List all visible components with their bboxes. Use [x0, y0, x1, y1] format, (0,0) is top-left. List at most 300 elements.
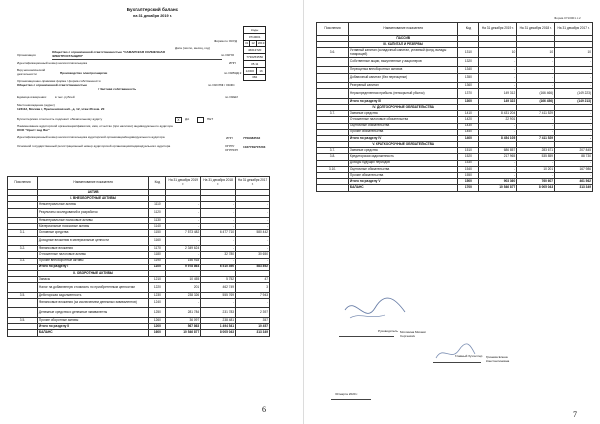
form-label: Организационно-правовая форма / форма собственности [17, 79, 101, 83]
cell-v2018: - [517, 67, 555, 73]
cell-note [8, 308, 38, 318]
unit-label: Единица измерения: [17, 95, 47, 99]
cell-name: Заемные средства [348, 148, 458, 154]
audit-no-label: НЕТ [207, 117, 214, 121]
cell-v2019: 903 360 [479, 179, 517, 185]
cell-code: 1260 [149, 317, 166, 323]
cell-code: 1340 [458, 67, 479, 73]
col-2019-r: На 31 декабря 2019 г. [479, 23, 517, 36]
cell-code: 1430 [458, 123, 479, 129]
cell-code: 1170 [149, 246, 166, 252]
cell-name: Дебиторская задолженность [37, 292, 148, 298]
cell-v2017: - [555, 160, 593, 166]
cell-code: 1220 [149, 283, 166, 293]
cell-v2019: 8 431 204 [479, 111, 517, 117]
cell-name: Основные средства [37, 230, 148, 236]
codes-table [243, 26, 266, 81]
cell-v2018: 7 411 529 [517, 111, 555, 117]
cell-name: Прочие внеоборотные активы [37, 258, 148, 264]
cell-v2018: (166 466) [517, 89, 555, 99]
cell-v2019: 149 312 [479, 89, 517, 99]
cell-v2018: 283 671 [517, 148, 555, 154]
cell-code: 1190 [149, 258, 166, 264]
cell-v2017: 10 [555, 48, 593, 58]
cell-v2019: 686 857 [479, 148, 517, 154]
cell-v2018: 10 201 [517, 166, 555, 172]
balance-date: на 31 декабря 2019 г. [133, 14, 172, 18]
cell-name: Добавочный капитал (без переоценки) [348, 73, 458, 83]
cell-v2019: 10 [479, 48, 517, 58]
cell-code: 1100 [149, 264, 166, 270]
cell-code: 1180 [149, 252, 166, 258]
cell-code: 1140 [149, 224, 166, 230]
cell-name: Собственные акции, выкупленные у акционеров [348, 57, 458, 67]
cell-note: 3.8. [317, 154, 349, 160]
cell-code: 1700 [458, 185, 479, 191]
table-row [317, 73, 593, 83]
cell-v2017: - [555, 173, 593, 179]
okud-label: Форма по ОКУД [214, 39, 237, 43]
cell-v2018: 6 510 490 [201, 264, 236, 270]
cell-v2019: - [479, 160, 517, 166]
section-passive: ПАССИВ [348, 36, 458, 42]
cell-v2017: (149 213) [555, 98, 593, 104]
inn-code: 7730253550 [244, 54, 266, 61]
cell-v2018: - [201, 224, 236, 230]
page-number-left: 6 [262, 405, 266, 414]
okpo-code: 46613720 [244, 47, 266, 54]
cell-v2017: - [555, 73, 593, 83]
cell-v2019: 217 965 [479, 154, 517, 160]
cell-name: Прочие обязательства [348, 173, 458, 179]
cell-note: 3.3. [8, 258, 38, 264]
okopf-code: 12300 [244, 67, 257, 74]
cell-v2017: 30 650 [236, 252, 270, 258]
table-row [317, 185, 593, 191]
section-longterm: IV. ДОЛГОСРОЧНЫЕ ОБЯЗАТЕЛЬСТВА [348, 104, 458, 110]
cell-code: 1450 [458, 129, 479, 135]
signature-stamp [340, 290, 410, 330]
ogrn-label: ОГРН/ ОГРНИП [225, 144, 238, 152]
right-page [305, 0, 600, 424]
cell-code: 1540 [458, 166, 479, 172]
cell-v2019: 22 901 [479, 117, 517, 123]
cell-v2017: - [555, 123, 593, 129]
table-row [8, 208, 270, 218]
cell-v2017: - [236, 258, 270, 264]
cell-v2018: - [201, 218, 236, 224]
cell-v2017: - [236, 224, 270, 230]
okved-label: по ОКВЭД 2 [224, 71, 242, 75]
cell-code: 1410 [458, 111, 479, 117]
cell-v2019: - [479, 173, 517, 179]
okved-code: 35.11 [244, 60, 266, 67]
table-row [8, 236, 270, 246]
auditor-name: ООО "Эрнст энд Янг" [17, 128, 50, 132]
cell-name: Прочие оборотные активы [37, 317, 148, 323]
cell-v2018: - [517, 129, 555, 135]
cell-v2017: - [236, 202, 270, 208]
cell-code: 1520 [458, 154, 479, 160]
sign1-role: Руководитель [378, 329, 398, 333]
sign1-name: Мотовина Михаил Сергеевич [400, 330, 427, 338]
section-active: АКТИВ [37, 190, 148, 196]
cell-note: 3.2. [8, 246, 38, 252]
cell-v2018: 760 607 [517, 179, 555, 185]
cell-name: Нематериальные активы [37, 202, 148, 208]
cell-v2017: 207 845 [555, 148, 593, 154]
cell-v2019: - [479, 83, 517, 89]
auditor-inn-label: ИНН [226, 136, 233, 140]
cell-v2017: - [236, 236, 270, 246]
cell-note [317, 89, 349, 99]
col-2018: На 31 декабря 2018 г. [201, 177, 236, 190]
cell-v2018: 535 859 [517, 154, 555, 160]
cell-v2018: 238 481 [201, 317, 236, 323]
cell-v2019: - [479, 67, 517, 73]
cell-v2017: 313 349 [236, 330, 270, 336]
cell-code: 1370 [458, 89, 479, 99]
audit-yes-label: ДА [185, 117, 190, 121]
cell-code: 1230 [149, 292, 166, 298]
cell-v2019: - [479, 57, 517, 67]
cell-v2019: - [166, 236, 201, 246]
date-day: 31 [245, 41, 249, 46]
okopf-label: по ОКОПФ / ОКФС [208, 83, 235, 87]
cell-note [8, 236, 38, 246]
cell-v2017: - [236, 208, 270, 218]
cell-code: 1400 [458, 135, 479, 141]
cell-v2017: 7 943 [236, 292, 270, 298]
cell-note [8, 283, 38, 293]
cell-name: Заемные средства [348, 111, 458, 117]
sign2-role: Главный бухгалтер [455, 354, 483, 358]
okfs-code: 16 [256, 67, 266, 74]
cell-name: Кредиторская задолженность [348, 154, 458, 160]
cell-code: 1500 [458, 179, 479, 185]
cell-v2018: - [201, 246, 236, 252]
org-label: Организация [17, 53, 36, 57]
cell-v2019: 149 322 [479, 98, 517, 104]
cell-name: Отложенные налоговые обязательства [348, 117, 458, 123]
cell-name: Итого по разделу III [348, 98, 458, 104]
cell-name: БАЛАНС [37, 330, 148, 336]
cell-v2018: - [201, 298, 236, 308]
table-row [317, 57, 593, 67]
cell-v2017: 357 [236, 317, 270, 323]
cell-v2017: - [555, 135, 593, 141]
cell-v2019: 9 978 864 [166, 264, 201, 270]
audit-question: Бухгалтерская отчетность подлежит обязательному аудиту [17, 117, 103, 121]
audit-yes-box: X [175, 117, 182, 123]
org-underline [52, 59, 222, 60]
cell-v2018: - [201, 208, 236, 218]
cell-v2019: - [166, 252, 201, 258]
cell-name: Запасы [37, 277, 148, 283]
cell-v2018: (166 456) [517, 98, 555, 104]
col-note: Пояснения [8, 177, 38, 190]
okei-label: по ОКЕИ [225, 95, 238, 99]
okpo-label: по ОКПО [221, 53, 235, 57]
cell-v2018: 10 [517, 48, 555, 58]
activity-value: Производство электроэнергии [60, 71, 108, 75]
cell-code: 1110 [149, 202, 166, 208]
cell-v2018: - [201, 236, 236, 246]
cell-name: Уставный капитал (складочный капитал, уставный фонд, вклады товарищей) [348, 48, 458, 58]
date-year: 2019 [257, 41, 265, 46]
section-noncurrent: I. ВНЕОБОРОТНЫЕ АКТИВЫ [37, 196, 148, 202]
cell-code: 1240 [149, 298, 166, 308]
cell-v2018: - [517, 83, 555, 89]
cell-code: 1150 [149, 230, 166, 236]
cell-v2019: 2 349 624 [166, 246, 201, 252]
cell-v2019: 7 573 482 [166, 230, 201, 236]
cell-v2019: - [479, 166, 517, 172]
cell-v2018: 7 411 529 [517, 135, 555, 141]
cell-v2017: - [555, 57, 593, 67]
date-label: Дата (число, месяц, год) [175, 46, 211, 50]
cell-v2019: - [479, 73, 517, 83]
cell-code: 1420 [458, 117, 479, 123]
col-2018-r: На 31 декабря 2018 г. [517, 23, 555, 36]
cell-note [317, 73, 349, 83]
cell-v2019: 10 455 [166, 277, 201, 283]
cell-name: Итого по разделу V [348, 179, 458, 185]
cell-v2017: 313 349 [555, 185, 593, 191]
col-2017-r: На 31 декабря 2017 г. [555, 23, 593, 36]
cell-note [8, 298, 38, 308]
auditor-inn-text: Идентификационный номер налогоплательщика аудиторской организации/индивидуального аудитора [17, 135, 165, 139]
org-name: Общество с ограниченной ответственностью "САМАРСКАЯ СОЛНЕЧНАЯ ЭЛЕКТРОСТАНЦИЯ" [52, 50, 165, 58]
cell-code: 1130 [149, 218, 166, 224]
cell-note [8, 208, 38, 218]
cell-note: 3.7. [317, 148, 349, 154]
cell-v2017: - [555, 129, 593, 135]
cell-name: Оценочные обязательства [348, 123, 458, 129]
cell-v2019: 567 863 [166, 324, 201, 330]
cell-note [8, 330, 38, 336]
cell-name: Материальные поисковые активы [37, 224, 148, 230]
unit-value: в тыс. рублей [55, 95, 75, 99]
cell-v2018: 6 477 710 [201, 230, 236, 236]
cell-v2018: - [517, 173, 555, 179]
cell-v2017: - [555, 117, 593, 123]
address-label: Местонахождение (адрес) [17, 103, 55, 107]
cell-v2019: 201 [166, 283, 201, 293]
ogrn-text: Основной государственный регистрационный номер аудиторской организации/индивидуального аудитора [17, 144, 171, 148]
asset-table-header [8, 177, 270, 190]
cell-v2018: - [517, 160, 555, 166]
sign2-name: Гринева Елена Константиновна [486, 355, 510, 363]
col-code-r: Код [458, 23, 479, 36]
cell-code: 1250 [149, 308, 166, 318]
cell-v2018: - [517, 117, 555, 123]
cell-v2018: - [517, 73, 555, 83]
okud-code: 0710001 [244, 33, 266, 40]
cell-code: 1350 [458, 73, 479, 83]
cell-code: 1530 [458, 160, 479, 166]
table-row [317, 48, 593, 58]
cell-code: 1600 [149, 330, 166, 336]
cell-name: Нематериальные поисковые активы [37, 218, 148, 224]
cell-v2018: - [517, 57, 555, 67]
table-row [8, 308, 270, 318]
cell-v2019: 238 326 [166, 292, 201, 298]
cell-v2018: - [201, 258, 236, 264]
cell-name: Оценочные обязательства [348, 166, 458, 172]
cell-v2019: - [166, 298, 201, 308]
ogrn-value: 1027739707203 [243, 145, 266, 149]
cell-name: Денежные средства и денежные эквиваленты [37, 308, 148, 318]
cell-v2018: 1 494 541 [201, 324, 236, 330]
cell-v2019: - [166, 218, 201, 224]
cell-v2017: - [236, 246, 270, 252]
section-capital: III. КАПИТАЛ И РЕЗЕРВЫ [348, 42, 458, 48]
cell-v2017: 461 562 [555, 179, 593, 185]
auditor-label: Наименование аудиторской организации/фамилия, имя, отчество (при наличии) индивидуального аудитора [17, 124, 173, 128]
cell-v2017: - [236, 218, 270, 224]
cell-v2017: 2 397 [236, 308, 270, 318]
cell-note: 3.1. [8, 230, 38, 236]
cell-v2018: 231 783 [201, 308, 236, 318]
cell-v2017: - [555, 83, 593, 89]
cell-code: 1160 [149, 236, 166, 246]
section-current: II. ОБОРОТНЫЕ АКТИВЫ [37, 270, 148, 276]
col-name: Наименование показателя [37, 177, 148, 190]
okei-code: 384 [244, 74, 266, 81]
cell-v2017: - [555, 67, 593, 73]
cell-v2018: - [201, 202, 236, 208]
table-row [8, 330, 270, 336]
cell-v2019: - [166, 224, 201, 230]
cell-code: 1510 [458, 148, 479, 154]
form-value-1: Общество с ограниченной ответственностью [17, 83, 88, 87]
cell-name: Финансовые вложения [37, 246, 148, 252]
cell-code: 1360 [458, 83, 479, 89]
col-2017: На 31 декабря 2017 г. [236, 177, 270, 190]
balance-title: Бухгалтерский баланс [126, 7, 179, 12]
cell-name: Финансовые вложения (за исключением денежных эквивалентов) [37, 298, 148, 308]
cell-v2017: 47 [236, 277, 270, 283]
cell-note [317, 57, 349, 67]
col-name-r: Наименование показателя [348, 23, 458, 36]
table-row [8, 283, 270, 293]
cell-name: Переоценка внеоборотных активов [348, 67, 458, 73]
cell-code: 1320 [458, 57, 479, 67]
cell-v2017: 167 986 [555, 166, 593, 172]
cell-name: Налог на добавленную стоимость по приобретенным ценностям [37, 283, 148, 293]
date-month: 12 [251, 41, 255, 46]
cell-v2017: - [555, 111, 593, 117]
liability-table [316, 22, 593, 192]
cell-v2017: - [236, 298, 270, 308]
page-divider [303, 0, 304, 424]
cell-name: Доходы будущих периодов [348, 160, 458, 166]
codes-header: Коды [244, 27, 266, 34]
cell-v2019: - [479, 129, 517, 135]
col-code: Код [149, 177, 166, 190]
cell-v2018: 8 005 043 [517, 185, 555, 191]
address-value: 123112, Москва г, Пресненская наб., д. 12, этаж 36 ком. 20 [17, 107, 105, 111]
cell-v2018: 555 769 [201, 292, 236, 298]
cell-v2019: 8 454 105 [479, 135, 517, 141]
auditor-inn-value: 7709383532 [243, 136, 261, 140]
section-shortterm: V. КРАТКОСРОЧНЫЕ ОБЯЗАТЕЛЬСТВА [348, 142, 458, 148]
col-2019: На 31 декабря 2019 г. [166, 177, 201, 190]
cell-name: БАЛАНС [348, 185, 458, 191]
form-value-2: / Частная собственность [98, 87, 137, 91]
date-line [331, 399, 371, 400]
cell-v2019: 36 097 [166, 317, 201, 323]
cell-v2018: - [517, 123, 555, 129]
cell-note: 3.7. [317, 111, 349, 117]
sign-date: 30 марта 2020 г. [335, 392, 359, 396]
cell-code: 1200 [149, 324, 166, 330]
cell-v2018: 8 005 043 [201, 330, 236, 336]
cell-note: 3.5. [8, 317, 38, 323]
cell-name: Отложенные налоговые активы [37, 252, 148, 258]
cell-v2018: 32 780 [201, 252, 236, 258]
cell-name: Доходные вложения в материальные ценности [37, 236, 148, 246]
col-note-r: Пояснения [317, 23, 349, 36]
table-row [8, 298, 270, 308]
liability-table-header [317, 23, 593, 36]
cell-v2018: 462 749 [201, 283, 236, 293]
page-number-right: 7 [573, 410, 577, 419]
cell-v2017: 3 [236, 283, 270, 293]
cell-v2019: 10 546 877 [166, 330, 201, 336]
cell-name: Прочие обязательства [348, 129, 458, 135]
cell-note [317, 185, 349, 191]
cell-v2018: 5 752 [201, 277, 236, 283]
cell-v2019: 156 918 [166, 258, 201, 264]
cell-name: Итого по разделу II [37, 324, 148, 330]
cell-v2019: - [166, 202, 201, 208]
cell-note: 3.5. [8, 292, 38, 298]
cell-v2019: 10 546 877 [479, 185, 517, 191]
form-ref: Форма 0710001 с.2 [554, 16, 581, 20]
asset-table [7, 176, 270, 337]
cell-v2019: - [166, 208, 201, 218]
cell-v2017: 88 730 [555, 154, 593, 160]
cell-code: 1120 [149, 208, 166, 218]
cell-name: Итого по разделу IV [348, 135, 458, 141]
cell-code: 1210 [149, 277, 166, 283]
cell-v2017: 10 457 [236, 324, 270, 330]
cell-code: 1550 [458, 173, 479, 179]
cell-v2019: - [479, 123, 517, 129]
cell-v2017: 583 892 [236, 264, 270, 270]
inn-text: Идентификационный номер налогоплательщика [17, 61, 88, 65]
cell-v2017: 580 442 [236, 230, 270, 236]
cell-note: 3.6. [317, 48, 349, 58]
cell-name: Результаты исследований и разработок [37, 208, 148, 218]
table-row [317, 89, 593, 99]
cell-code: 1300 [458, 98, 479, 104]
cell-name: Резервный капитал [348, 83, 458, 89]
sign2-line [433, 362, 481, 363]
cell-v2017: (149 223) [555, 89, 593, 99]
cell-name: Итого по разделу I [37, 264, 148, 270]
inn-label: ИНН [229, 61, 236, 65]
cell-v2019: 281 784 [166, 308, 201, 318]
cell-code: 1310 [458, 48, 479, 58]
cell-name: Нераспределенная прибыль (непокрытый убыток) [348, 89, 458, 99]
cell-note: 3.10. [317, 166, 349, 172]
audit-no-box [197, 117, 204, 123]
sign1-line [339, 336, 394, 337]
activity-label: Вид экономической деятельности [17, 68, 46, 76]
